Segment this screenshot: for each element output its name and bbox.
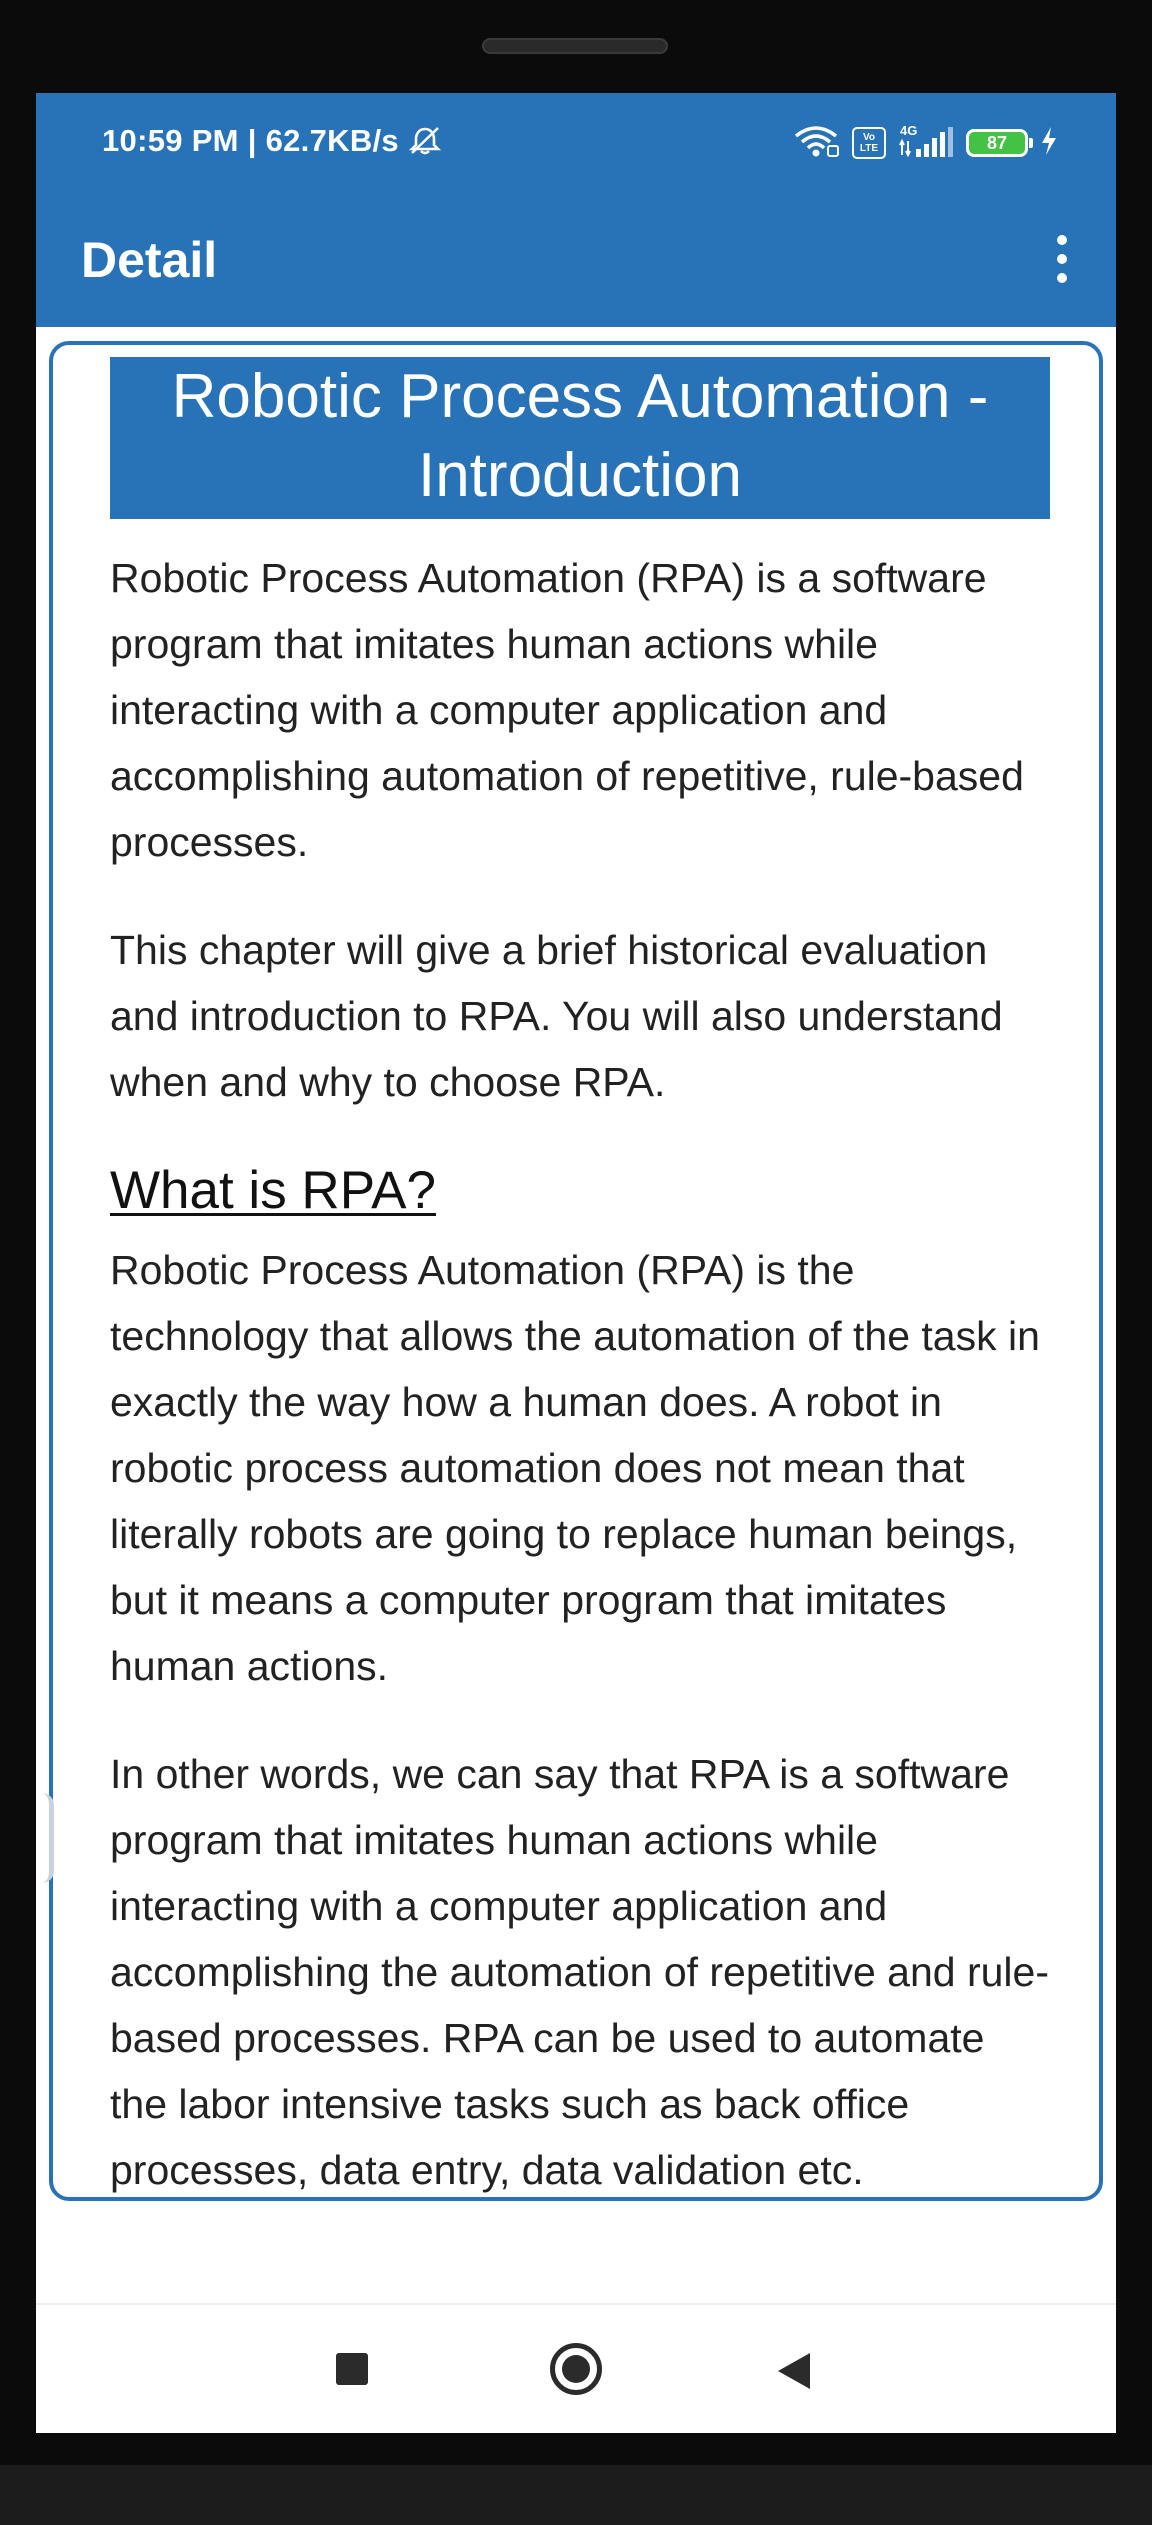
article-content [110, 357, 1050, 2201]
menu-dot [1057, 235, 1067, 245]
menu-dot [1057, 273, 1067, 283]
overflow-menu-icon[interactable] [1038, 223, 1086, 295]
navigation-bar [36, 2303, 1116, 2433]
phone-chin [0, 2465, 1152, 2525]
recent-apps-button[interactable] [336, 2353, 368, 2385]
back-gesture-handle[interactable] [42, 1793, 54, 1883]
section-paragraph-1: Robotic Process Automation (RPA) is the technology that allows the automation of the task in exactly the way how a human does. A robot in robotic process automation does not mean that literally robots are going to replace human beings, but it means a computer program that imitates human actions. [110, 1247, 1040, 1689]
battery-icon [966, 129, 1028, 157]
status-bar [36, 93, 1116, 193]
app-bar [36, 193, 1116, 327]
status-icons [792, 121, 1058, 165]
cell-signal-icon [898, 125, 954, 161]
volte-label: Vo LTE [859, 132, 879, 154]
intro-paragraph-1: Robotic Process Automation (RPA) is a software program that imitates human actions while interacting with a computer application and accomplishing automation of repetitive, rule-based processes. [110, 555, 1024, 865]
home-button[interactable] [550, 2343, 602, 2395]
volte-icon [852, 127, 886, 159]
charging-icon [1040, 126, 1058, 161]
earpiece-speaker [482, 38, 668, 54]
status-time-text: 10:59 PM | 62.7KB/s [102, 123, 399, 158]
intro-paragraph-2: This chapter will give a brief historical evaluation and introduction to RPA. You will also understand when and why to choose RPA. [110, 927, 1003, 1105]
section-paragraph-2: In other words, we can say that RPA is a software program that imitates human actions while interacting with a computer application and accomplishing the automation of repetitive and rule-based processes. RPA can be used to automate the labor intensive tasks such as back office processes, data entry, data validation etc. [110, 1751, 1049, 2193]
menu-dot [1057, 254, 1067, 264]
screen [36, 93, 1116, 2433]
battery-level: 87 [986, 132, 1008, 153]
app-title: Detail [81, 232, 218, 288]
status-time [102, 123, 442, 159]
back-button[interactable] [778, 2353, 810, 2389]
wifi-icon [792, 124, 840, 163]
article-title: Robotic Process Automation - Introduction [110, 357, 1050, 519]
section-heading: What is RPA? [110, 1161, 436, 1220]
mute-icon [408, 123, 442, 158]
network-type-label: 4G [900, 123, 918, 138]
article-card[interactable] [49, 341, 1103, 2201]
